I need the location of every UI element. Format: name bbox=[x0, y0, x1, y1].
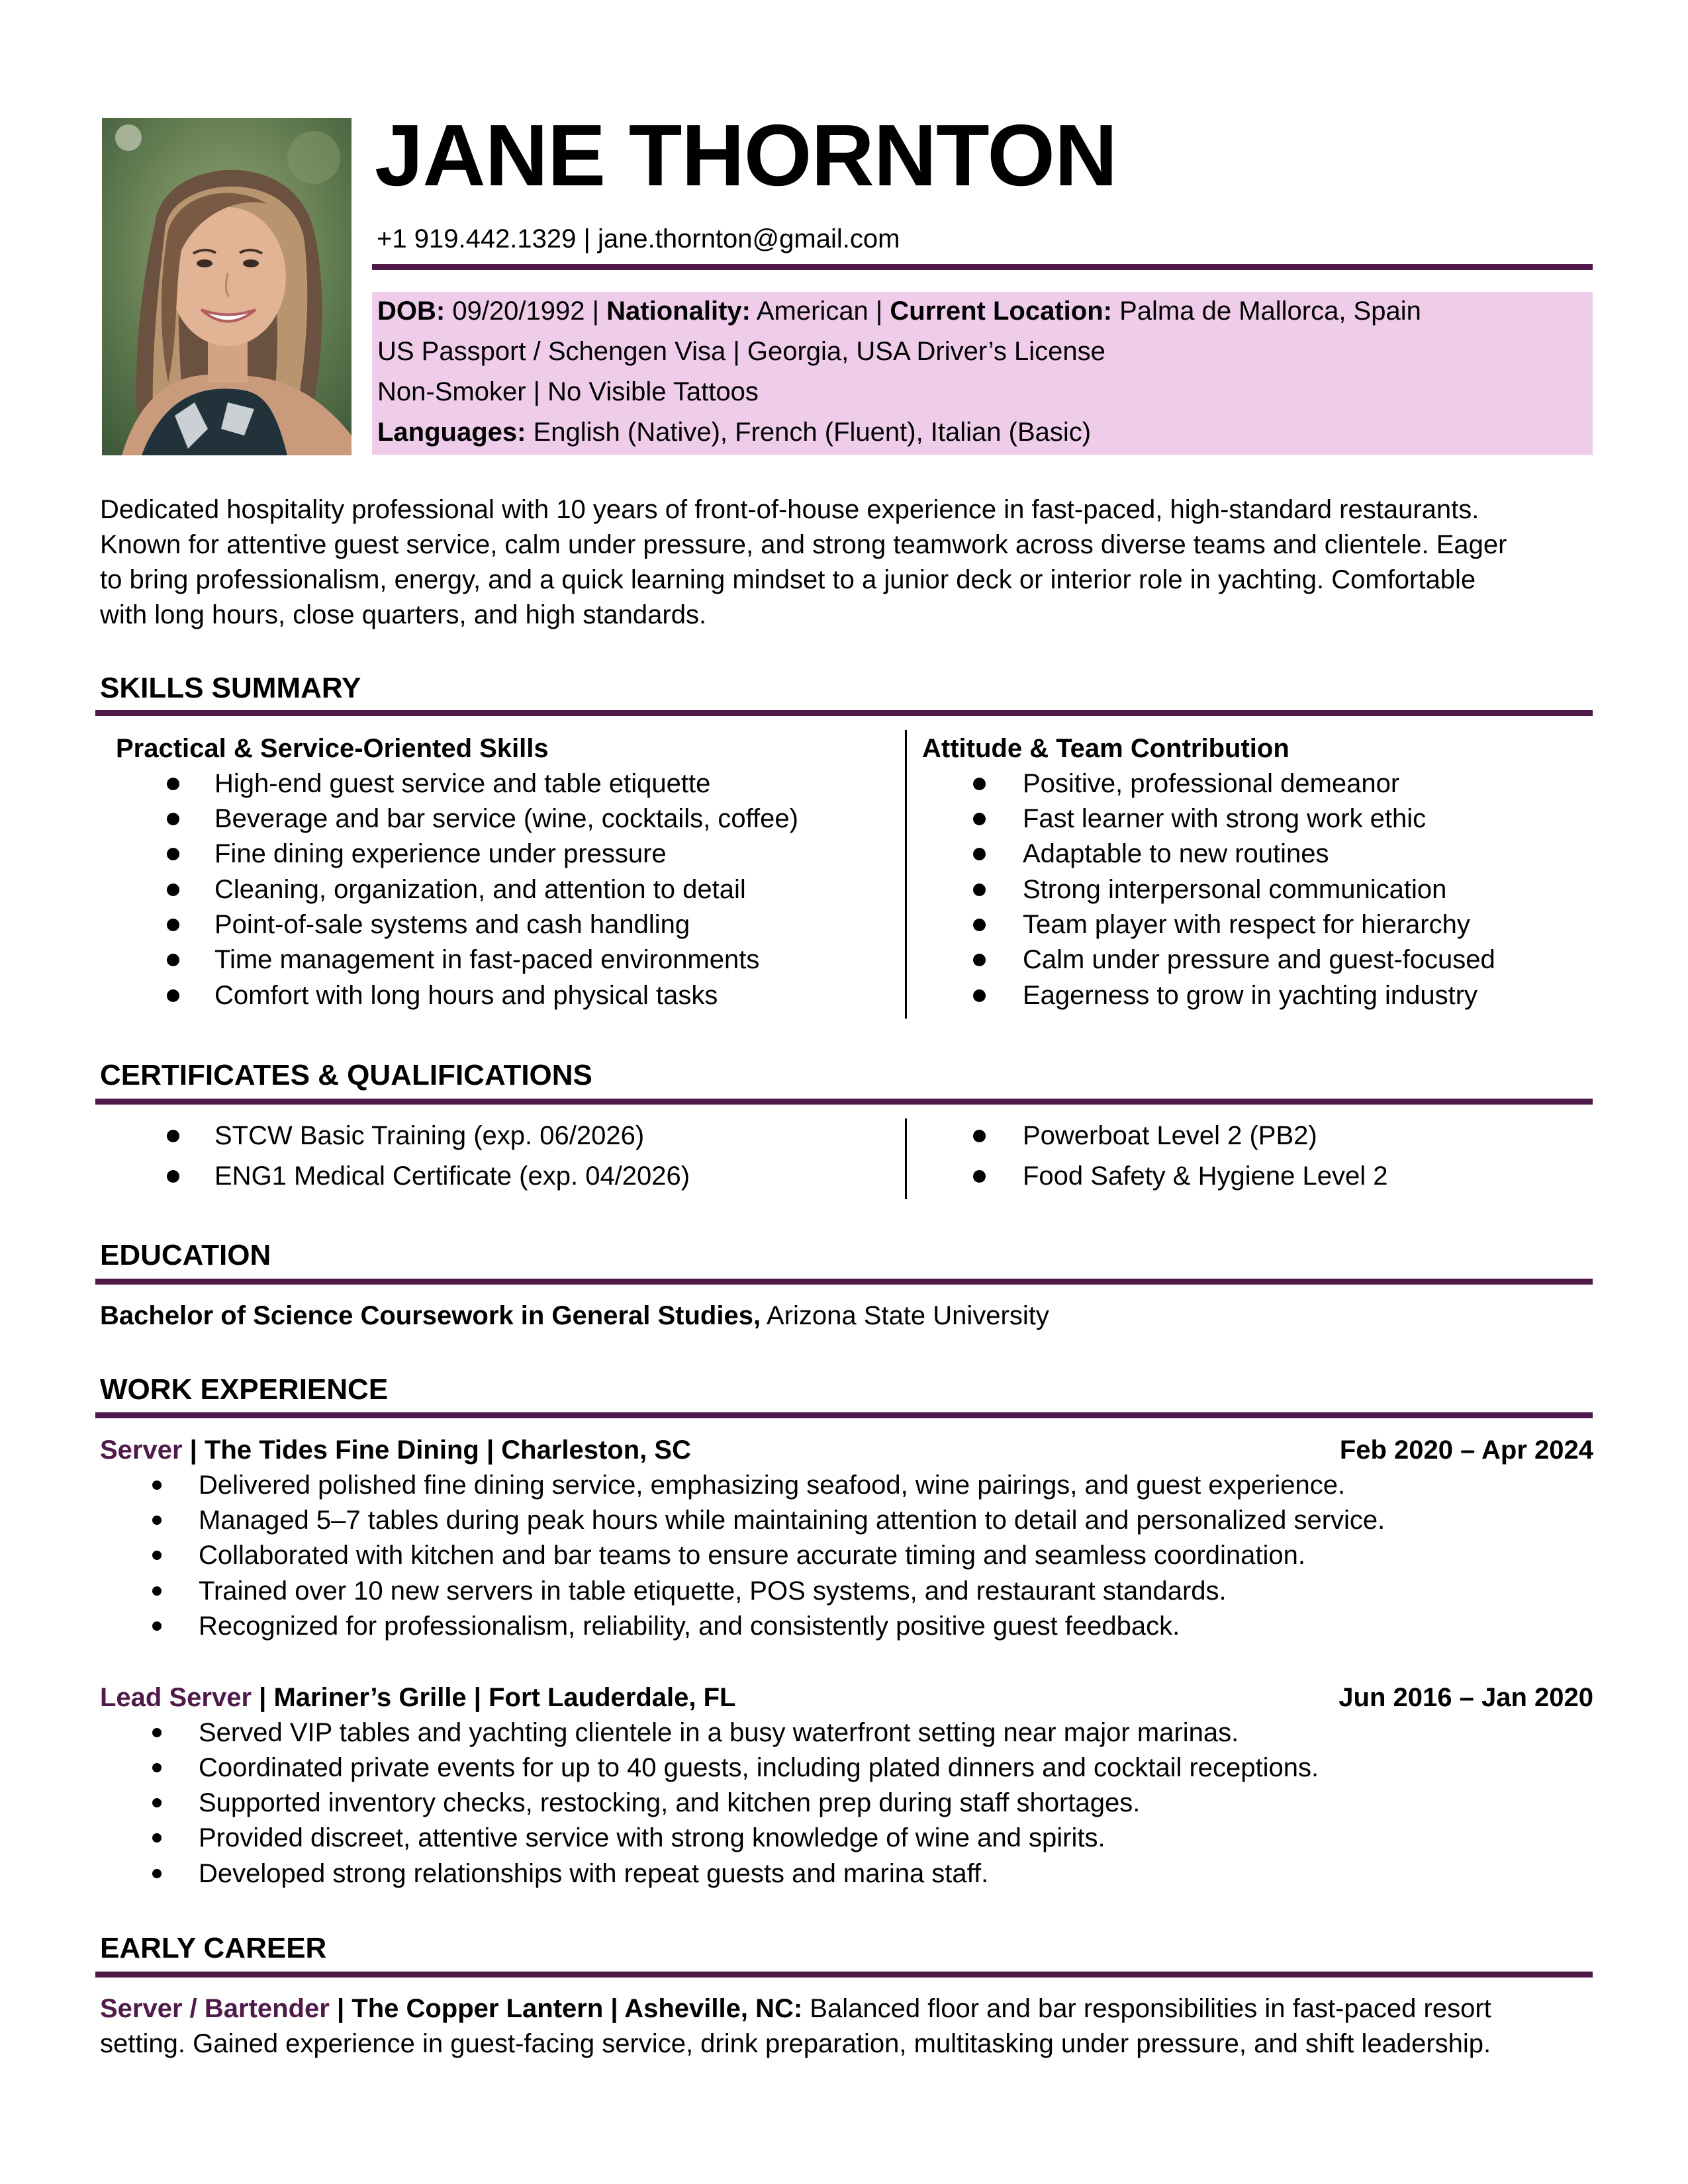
skill-item: Positive, professional demeanor bbox=[1023, 769, 1400, 798]
job-bullet: Supported inventory checks, restocking, and kitchen prep during staff shortages. bbox=[199, 1788, 1141, 1817]
bullet-icon bbox=[167, 1170, 179, 1183]
job-dates: Jun 2016 – Jan 2020 bbox=[1338, 1683, 1593, 1712]
section-heading-early-career: EARLY CAREER bbox=[100, 1932, 327, 1964]
section-heading-work-experience: WORK EXPERIENCE bbox=[100, 1373, 389, 1406]
skill-item: Team player with respect for hierarchy bbox=[1023, 910, 1470, 939]
bullet-icon bbox=[152, 1480, 162, 1490]
info-line-dob bbox=[377, 295, 1421, 328]
bullet-icon bbox=[152, 1551, 162, 1560]
bullet-icon bbox=[973, 778, 986, 790]
job-bullet: Recognized for professionalism, reliability, and consistently positive guest feedback. bbox=[199, 1612, 1180, 1641]
skills-rule bbox=[95, 710, 1593, 716]
early-career-desc: Balanced floor and bar responsibilities in fast-paced resort bbox=[802, 1994, 1491, 2023]
skills-column-divider bbox=[905, 730, 907, 1019]
job-bullet: Provided discreet, attentive service with strong knowledge of wine and spirits. bbox=[199, 1823, 1105, 1852]
bullet-icon bbox=[167, 848, 179, 860]
bullet-icon bbox=[152, 1621, 162, 1631]
early-career-employer: | The Copper Lantern | Asheville, NC: bbox=[329, 1994, 803, 2023]
certificate-item: STCW Basic Training (exp. 06/2026) bbox=[214, 1121, 645, 1150]
job-bullet: Developed strong relationships with repeat guests and marina staff. bbox=[199, 1859, 989, 1888]
info-line-lifestyle: Non-Smoker | No Visible Tattoos bbox=[377, 377, 759, 406]
bullet-icon bbox=[167, 813, 179, 825]
bullet-icon bbox=[152, 1798, 162, 1807]
education-degree: Bachelor of Science Coursework in General Studies, bbox=[100, 1301, 761, 1330]
summary-line: Known for attentive guest service, calm under pressure, and strong teamwork across diverse teams and clientele. Eager bbox=[100, 530, 1507, 559]
job-bullet: Coordinated private events for up to 40 guests, including plated dinners and cocktail receptions. bbox=[199, 1753, 1319, 1782]
bullet-icon bbox=[152, 1586, 162, 1596]
bullet-icon bbox=[167, 884, 179, 896]
dob-value: 09/20/1992 | bbox=[445, 296, 607, 326]
job-bullet: Trained over 10 new servers in table etiquette, POS systems, and restaurant standards. bbox=[199, 1576, 1227, 1606]
section-heading-skills: SKILLS SUMMARY bbox=[100, 672, 361, 704]
section-heading-education: EDUCATION bbox=[100, 1239, 271, 1271]
job-bullet: Managed 5–7 tables during peak hours while maintaining attention to detail and personalized service. bbox=[199, 1506, 1385, 1535]
bullet-icon bbox=[973, 884, 986, 896]
bullet-icon bbox=[167, 1130, 179, 1142]
job-title: Lead Server bbox=[100, 1683, 252, 1712]
nationality-label: Nationality: bbox=[606, 296, 751, 326]
work-experience-rule bbox=[95, 1412, 1593, 1418]
contact-line: +1 919.442.1329 | jane.thornton@gmail.com bbox=[377, 224, 900, 253]
profile-photo bbox=[102, 118, 352, 455]
languages-label: Languages: bbox=[377, 418, 526, 447]
certificates-column-divider bbox=[905, 1118, 907, 1199]
personal-info-box bbox=[372, 292, 1593, 455]
bullet-icon bbox=[973, 1170, 986, 1183]
bullet-icon bbox=[973, 813, 986, 825]
certificate-item: Powerboat Level 2 (PB2) bbox=[1023, 1121, 1317, 1150]
summary-line: Dedicated hospitality professional with 10 years of front-of-house experience in fast-paced, high-standard restaurants. bbox=[100, 495, 1479, 524]
header-rule bbox=[372, 264, 1593, 270]
bullet-icon bbox=[167, 989, 179, 1002]
job-header bbox=[100, 1681, 1593, 1714]
skill-item: Strong interpersonal communication bbox=[1023, 875, 1447, 904]
bullet-icon bbox=[152, 1763, 162, 1772]
bullet-icon bbox=[152, 1516, 162, 1525]
skill-item: Calm under pressure and guest-focused bbox=[1023, 945, 1495, 974]
bullet-icon bbox=[973, 919, 986, 931]
bullet-icon bbox=[152, 1869, 162, 1878]
bullet-icon bbox=[973, 989, 986, 1002]
skill-item: Eagerness to grow in yachting industry bbox=[1023, 981, 1478, 1010]
early-career-rule bbox=[95, 1972, 1593, 1978]
professional-summary bbox=[100, 492, 1596, 633]
section-heading-certificates: CERTIFICATES & QUALIFICATIONS bbox=[100, 1059, 592, 1091]
bullet-icon bbox=[973, 1130, 986, 1142]
bullet-icon bbox=[167, 919, 179, 931]
bullet-icon bbox=[973, 954, 986, 966]
job-dates: Feb 2020 – Apr 2024 bbox=[1339, 1435, 1593, 1465]
skill-item: Time management in fast-paced environments bbox=[214, 945, 760, 974]
early-career-line-1 bbox=[100, 1992, 1491, 2025]
bullet-icon bbox=[167, 778, 179, 790]
skills-right-title: Attitude & Team Contribution bbox=[922, 734, 1289, 763]
education-rule bbox=[95, 1279, 1593, 1285]
summary-line: with long hours, close quarters, and high standards. bbox=[100, 600, 707, 629]
location-value: Palma de Mallorca, Spain bbox=[1111, 296, 1421, 326]
skill-item: Fine dining experience under pressure bbox=[214, 839, 667, 868]
bullet-icon bbox=[152, 1833, 162, 1843]
bullet-icon bbox=[167, 954, 179, 966]
summary-line: to bring professionalism, energy, and a quick learning mindset to a junior deck or interior role in yachting. Comfortable bbox=[100, 565, 1476, 594]
certificate-item: ENG1 Medical Certificate (exp. 04/2026) bbox=[214, 1161, 690, 1191]
certificate-item: Food Safety & Hygiene Level 2 bbox=[1023, 1161, 1388, 1191]
info-line-languages bbox=[377, 416, 1091, 449]
education-entry bbox=[100, 1299, 1049, 1332]
location-label: Current Location: bbox=[890, 296, 1112, 326]
skill-item: Fast learner with strong work ethic bbox=[1023, 804, 1427, 833]
skills-left-title: Practical & Service-Oriented Skills bbox=[116, 734, 549, 763]
info-line-documents: US Passport / Schengen Visa | Georgia, USA Driver’s License bbox=[377, 337, 1105, 366]
job-bullet: Collaborated with kitchen and bar teams to ensure accurate timing and seamless coordination. bbox=[199, 1541, 1306, 1570]
skill-item: Point-of-sale systems and cash handling bbox=[214, 910, 690, 939]
job-bullet: Served VIP tables and yachting clientele in a busy waterfront setting near major marinas. bbox=[199, 1718, 1239, 1747]
early-career-line-2: setting. Gained experience in guest-facing service, drink preparation, multitasking under pressure, and shift leadership. bbox=[100, 2029, 1491, 2058]
job-header bbox=[100, 1433, 1593, 1467]
dob-label: DOB: bbox=[377, 296, 445, 326]
bullet-icon bbox=[152, 1728, 162, 1737]
job-title: Server bbox=[100, 1435, 183, 1465]
job-employer: | The Tides Fine Dining | Charleston, SC bbox=[182, 1435, 691, 1465]
certificates-rule bbox=[95, 1099, 1593, 1105]
early-career-title: Server / Bartender bbox=[100, 1994, 330, 2023]
skill-item: Beverage and bar service (wine, cocktails, coffee) bbox=[214, 804, 798, 833]
bullet-icon bbox=[973, 848, 986, 860]
portrait-illustration bbox=[102, 118, 352, 455]
job-employer: | Mariner’s Grille | Fort Lauderdale, FL bbox=[252, 1683, 736, 1712]
languages-value: English (Native), French (Fluent), Italian (Basic) bbox=[526, 418, 1092, 447]
candidate-name: JANE THORNTON bbox=[375, 107, 1117, 204]
skill-item: High-end guest service and table etiquette bbox=[214, 769, 711, 798]
job-bullet: Delivered polished fine dining service, emphasizing seafood, wine pairings, and guest experience. bbox=[199, 1471, 1346, 1500]
skill-item: Comfort with long hours and physical tasks bbox=[214, 981, 718, 1010]
skill-item: Cleaning, organization, and attention to detail bbox=[214, 875, 746, 904]
nationality-value: American | bbox=[750, 296, 890, 326]
education-school: Arizona State University bbox=[761, 1301, 1049, 1330]
skill-item: Adaptable to new routines bbox=[1023, 839, 1329, 868]
